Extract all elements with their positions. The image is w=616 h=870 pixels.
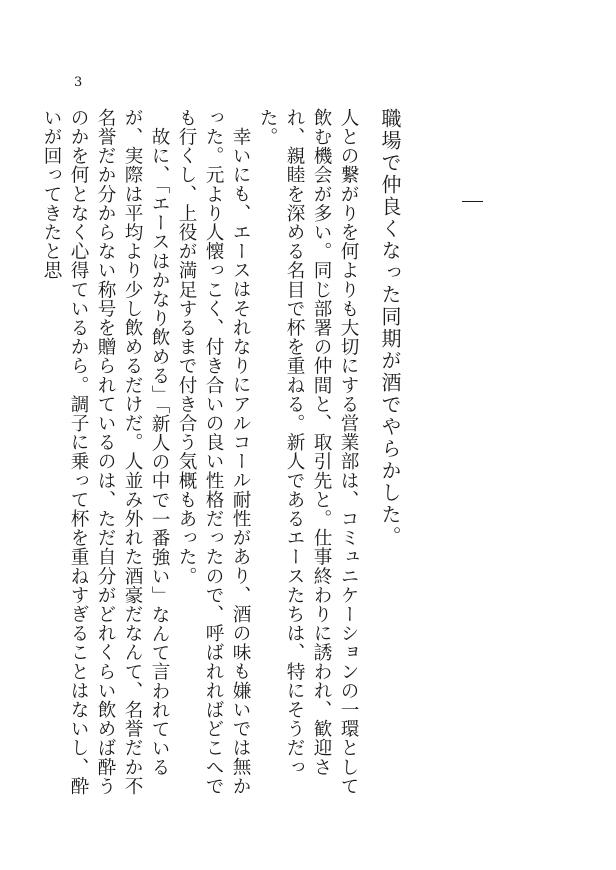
paragraph: 故に、「エースはかなり飲める」「新人の中で一番強い」なんて言われているが、実際は平均より少し飲めるだけだ。人並み外れた酒豪だなんて、名誉だか不名誉だか分からない称号を贈られているのは、ただ自分がどれくらい飲めば酔うのかを何となく心得ているから。調子に乗って杯を重ねすぎることはないし、酔いが回ってきたと思 (41, 108, 170, 796)
body-text (38, 108, 362, 808)
page-number: 3 (74, 75, 83, 90)
paragraph: 人との繋がりを何よりも大切にする営業部は、コミュニケーションの一環として飲む機会が多い。同じ部署の仲間と、取引先と。仕事終わりに誘われ、歓迎され、親睦を深める名目で杯を重ねる。新人であるエースたちは、特にそうだった。 (257, 108, 359, 796)
title-separator (462, 201, 483, 202)
paragraph: 幸いにも、エースはそれなりにアルコール耐性があり、酒の味も嫌いでは無かった。元より人懐っこく、付き合いの良い性格だったので、呼ばれればどこへでも行くし、上役が満足するまで付き合う気概もあった。 (176, 108, 251, 796)
chapter-title: 職場で仲良くなった同期が酒でやらかした。 (378, 108, 402, 548)
